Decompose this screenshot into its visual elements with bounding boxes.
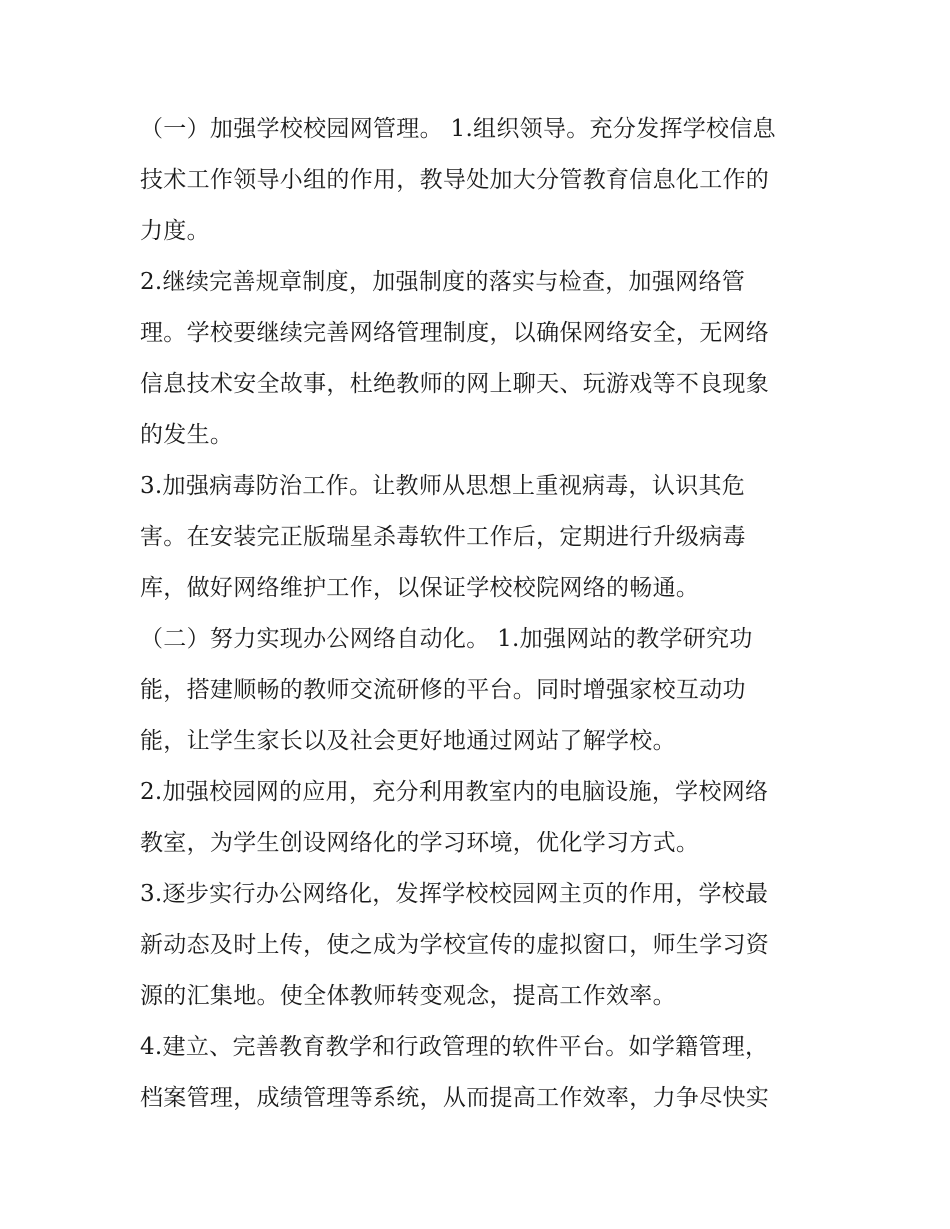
text-line: 能，搭建顺畅的教师交流研修的平台。同时增强家校互动功 [140,677,746,703]
text-line: 档案管理，成绩管理等系统，从而提高工作效率，力争尽快实 [140,1085,770,1111]
text-line: 4.建立、完善教育教学和行政管理的软件平台。如学籍管理， [140,1034,769,1060]
text-line: 3.加强病毒防治工作。让教师从思想上重视病毒，认识其危 [140,473,746,499]
text-line: 力度。 [140,218,210,244]
text-line: 能，让学生家长以及社会更好地通过网站了解学校。 [140,728,676,754]
text-line: 害。在安装完正版瑞星杀毒软件工作后，定期进行升级病毒 [140,524,746,550]
text-line: 库，做好网络维护工作，以保证学校校院网络的畅通。 [140,575,700,601]
text-line: 2.继续完善规章制度，加强制度的落实与检查，加强网络管 [140,269,746,295]
text-line: 信息技术安全故事，杜绝教师的网上聊天、玩游戏等不良现象 [140,371,770,397]
text-line: 教室，为学生创设网络化的学习环境，优化学习方式。 [140,830,700,856]
text-line: 3.逐步实行办公网络化，发挥学校校园网主页的作用，学校最 [140,881,769,907]
text-line: 理。学校要继续完善网络管理制度，以确保网络安全，无网络 [140,320,770,346]
document-body [140,104,830,1124]
text-line: 源的汇集地。使全体教师转变观念，提高工作效率。 [140,983,676,1009]
text-line: 技术工作领导小组的作用，教导处加大分管教育信息化工作的 [140,167,770,193]
text-line: （一）加强学校校园网管理。 1.组织领导。充分发挥学校信息 [140,116,776,142]
text-line: 的发生。 [140,422,234,448]
text-line: 新动态及时上传，使之成为学校宣传的虚拟窗口，师生学习资 [140,932,770,958]
text-line: （二）努力实现办公网络自动化。 1.加强网站的教学研究功 [140,626,753,652]
text-line: 2.加强校园网的应用，充分利用教室内的电脑设施，学校网络 [140,779,769,805]
